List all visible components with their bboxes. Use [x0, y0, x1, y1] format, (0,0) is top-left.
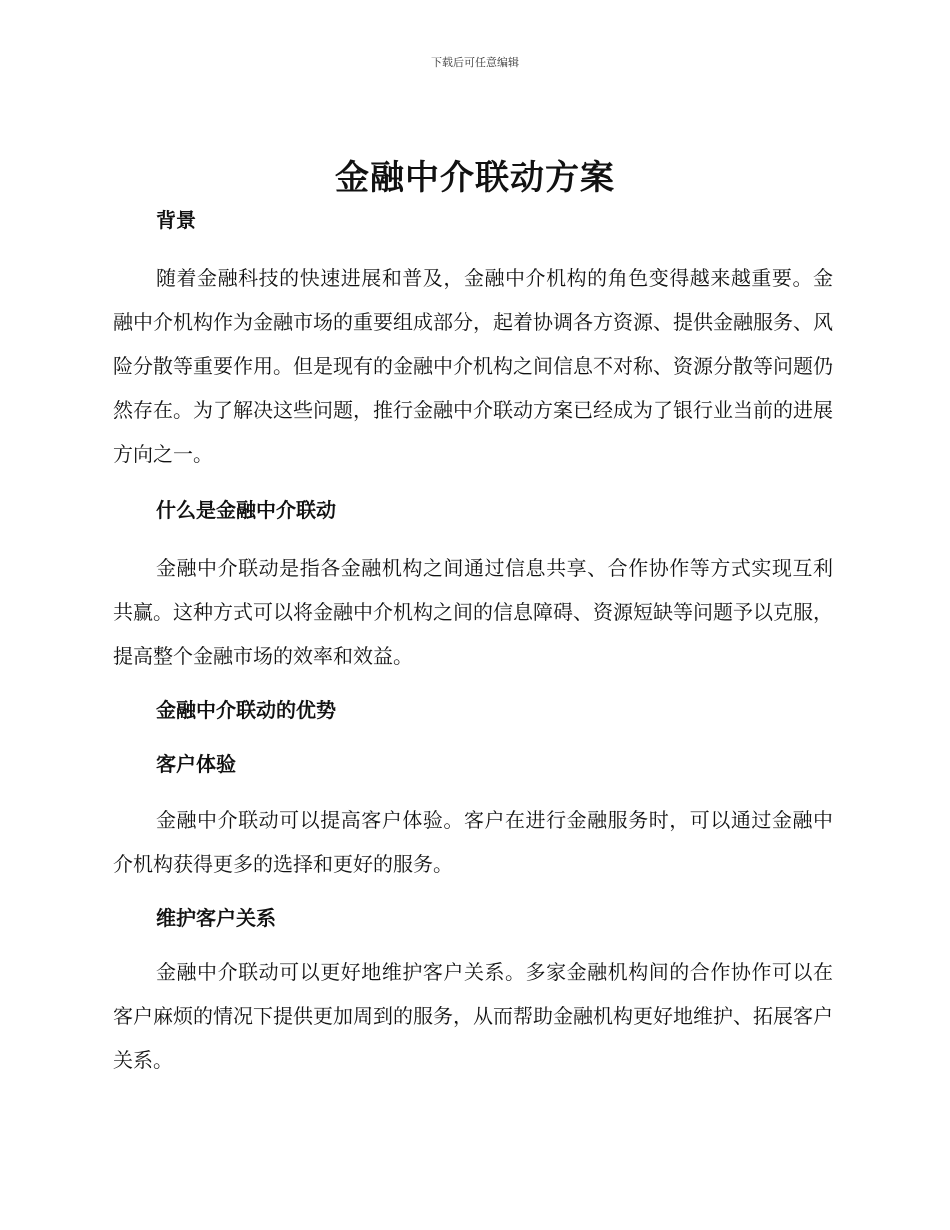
section-paragraph-background: 随着金融科技的快速进展和普及，金融中介机构的角色变得越来越重要。金融中介机构作为金融市场的重要组成部分，起着协调各方资源、提供金融服务、风险分散等重要作用。但是现有的金融中介机构之间信息不对称、资源分散等问题仍然存在。为了解决这些问题，推行金融中介联动方案已经成为了银行业当前的进展方向之一。: [113, 266, 833, 466]
section-heading-customer-relations: 维护客户关系: [156, 906, 276, 930]
section-heading-customer-experience: 客户体验: [156, 752, 236, 776]
section-paragraph-customer-experience: 金融中介联动可以提高客户体验。客户在进行金融服务时，可以通过金融中介机构获得更多的选择和更好的服务。: [113, 808, 833, 876]
page-header-note: 下载后可任意编辑: [431, 56, 519, 69]
section-heading-background: 背景: [156, 208, 196, 232]
section-paragraph-what: 金融中介联动是指各金融机构之间通过信息共享、合作协作等方式实现互利共赢。这种方式可以将金融中介机构之间的信息障碍、资源短缺等问题予以克服，提高整个金融市场的效率和效益。: [113, 556, 833, 668]
section-heading-advantages: 金融中介联动的优势: [156, 698, 336, 722]
section-paragraph-customer-relations: 金融中介联动可以更好地维护客户关系。多家金融机构间的合作协作可以在客户麻烦的情况下提供更加周到的服务，从而帮助金融机构更好地维护、拓展客户关系。: [113, 960, 833, 1072]
section-heading-what: 什么是金融中介联动: [156, 498, 336, 522]
document-body: [113, 200, 833, 1082]
document-title: 金融中介联动方案: [335, 158, 615, 198]
